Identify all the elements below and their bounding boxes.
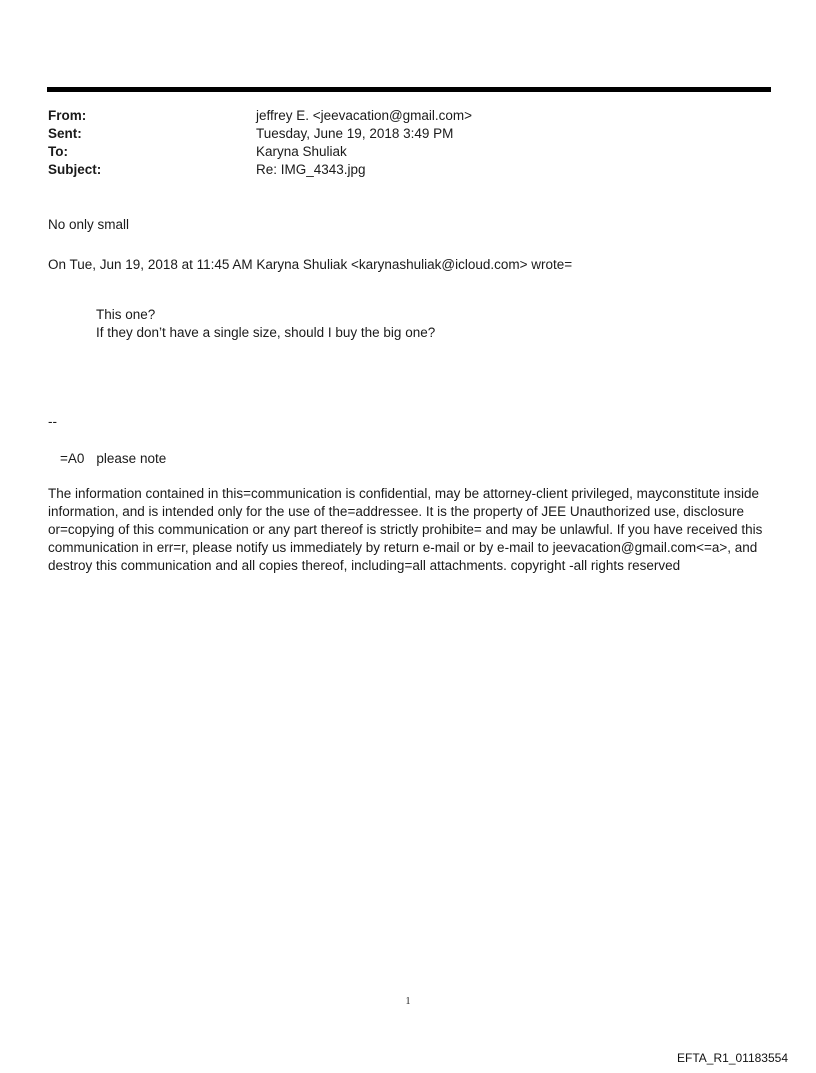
reply-text: No only small: [48, 217, 130, 232]
page-number: 1: [405, 996, 411, 1007]
email-header: [48, 107, 748, 179]
from-row: [48, 107, 748, 125]
to-row: [48, 143, 748, 161]
from-label: From:: [48, 108, 87, 123]
signature-separator: --: [48, 414, 57, 429]
to-value: Karyna Shuliak: [256, 144, 347, 159]
sent-value: Tuesday, June 19, 2018 3:49 PM: [256, 126, 454, 141]
quoted-line-2: If they don’t have a single size, should I buy the big one?: [96, 325, 436, 340]
sent-row: [48, 125, 748, 143]
signature-note-prefix: =A0: [60, 451, 85, 466]
header-rule: [47, 87, 771, 92]
subject-value: Re: IMG_4343.jpg: [256, 162, 366, 177]
signature-note-text: please note: [96, 451, 167, 466]
sent-label: Sent:: [48, 126, 82, 141]
subject-label: Subject:: [48, 162, 102, 177]
subject-row: [48, 161, 748, 179]
quoted-line-1: This one?: [96, 307, 156, 322]
quoted-message: [96, 306, 435, 342]
document-id: EFTA_R1_01183554: [677, 1051, 788, 1065]
to-label: To:: [48, 144, 68, 159]
confidentiality-disclaimer: The information contained in this=communication is confidential, may be attorney-client privileged, mayconstitute inside information, and is intended only for the use of the=addressee. It is the property of JEE Unauthorized use, disclosure or=copying of this communication or any part thereof is strictly prohibite= and may be unlawful. If you have received this communication in err=r, please notify us immediately by return e-mail or by e-mail to jeevacation@gmail.com<=a>, and destroy this communication and all copies thereof, including=all attachments. copyright -all rights reserved: [48, 486, 763, 573]
signature-note: [60, 450, 166, 468]
from-value: jeffrey E. <jeevacation@gmail.com>: [256, 108, 473, 123]
quote-intro: On Tue, Jun 19, 2018 at 11:45 AM Karyna Shuliak <karynashuliak@icloud.com> wrote=: [48, 257, 573, 272]
